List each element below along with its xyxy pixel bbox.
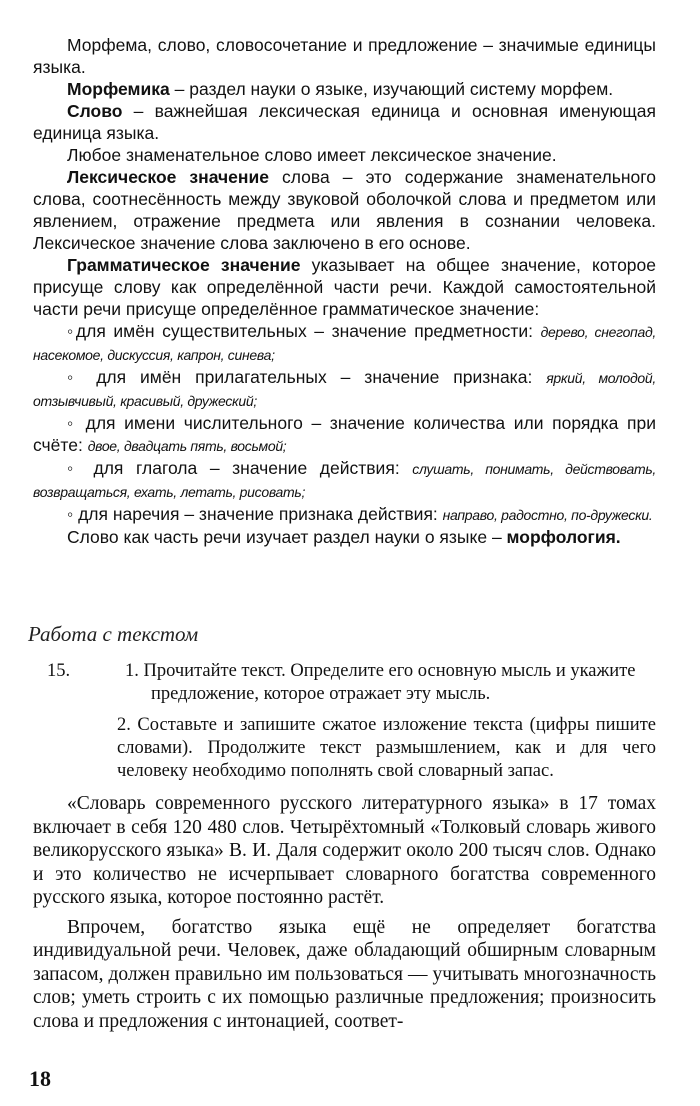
exercise-task [33, 660, 656, 706]
word-definition: Слово – важнейшая лексическая единица и основная именующая единица языка. [33, 101, 656, 143]
exercise-task [33, 714, 656, 783]
examples: дерево, снегопад, насекомое, дискуссия, капрон, синева; [33, 324, 656, 363]
reading-text [33, 792, 656, 1033]
examples: двое, двадцать пять, восьмой; [87, 438, 287, 454]
exercise-number: 15. [47, 661, 71, 681]
term: Лексическое значение [67, 167, 269, 187]
morphemics-definition: Морфемика – раздел науки о языке, изучающий систему морфем. [67, 79, 614, 99]
section-heading: Работа с текстом [28, 622, 199, 646]
task-text: 1. Прочитайте текст. Определите его основную мысль и укажите предложение, которое отражает эту мысль. [125, 661, 636, 704]
list-item: ◦ для глагола – значение действия: слушать, понимать, действовать, возвращаться, ехать, летать, рисовать; [33, 458, 656, 500]
page-number: 18 [29, 1066, 51, 1091]
examples: слушать, понимать, действовать, возвращаться, ехать, летать, рисовать; [33, 461, 656, 500]
theory-paragraph: Любое знаменательное слово имеет лексическое значение. [67, 145, 557, 165]
grammatical-meaning-definition: Грамматическое значение указывает на общее значение, которое присуще слову как определённой части речи. Каждой самостоятельной части речи присуще определённое грамматическое значение: [33, 255, 656, 319]
text-paragraph: «Словарь современного русского литературного языка» в 17 томах включает в себя 120 480 слов. Четырёхтомный «Толковый словарь живого великорусского языка» В. И. Даля содержит около 200 тысяч слов. Однако и это количество не исчерпывает словарного богатства современного русского языка, которое постоянно растёт. [33, 793, 656, 908]
term: Грамматическое значение [67, 255, 301, 275]
lexical-meaning-definition: Лексическое значение слова – это содержание знаменательного слова, соотнесённость между звуковой оболочкой слова и предметом или явлением, отражение предмета или явления в сознании человека. Лексическое значение слова заключено в его основе. [33, 167, 656, 253]
list-item: ◦для имён существительных – значение предметности: дерево, снегопад, насекомое, дискуссия, капрон, синева; [33, 321, 656, 363]
examples: яркий, молодой, отзывчивый, красивый, дружеский; [33, 370, 656, 409]
list-item: ◦ для имён прилагательных – значение признака: яркий, молодой, отзывчивый, красивый, дружеский; [33, 367, 656, 409]
term: Слово [67, 101, 123, 121]
theory-section [33, 34, 656, 548]
exercise [33, 660, 656, 783]
text-paragraph: Впрочем, богатство языка ещё не определяет богатства индивидуальной речи. Человек, даже обладающий обширным словарным запасом, должен правильно им пользоваться — учитывать многозначность слов; уметь строить с их помощью различные предложения; произносить слова и предложения с интонацией, соответ- [33, 916, 656, 1032]
theory-paragraph: Морфема, слово, словосочетание и предложение – значимые единицы языка. [33, 35, 656, 77]
examples: направо, радостно, по-дружески. [442, 507, 653, 523]
list-item: ◦ для наречия – значение признака действия: направо, радостно, по-дружески. [67, 504, 653, 524]
term: морфология. [506, 527, 621, 547]
morphology-statement: Слово как часть речи изучает раздел науки о языке – морфология. [67, 527, 621, 547]
task-text: 2. Составьте и запишите сжатое изложение текста (цифры пишите словами). Продолжите текст размышлением, как и для чего человеку необходимо пополнять свой словарный запас. [117, 715, 656, 781]
list-item: ◦ для имени числительного – значение количества или порядка при счёте: двое, двадцать пять, восьмой; [33, 413, 656, 455]
term: Морфемика [67, 79, 170, 99]
